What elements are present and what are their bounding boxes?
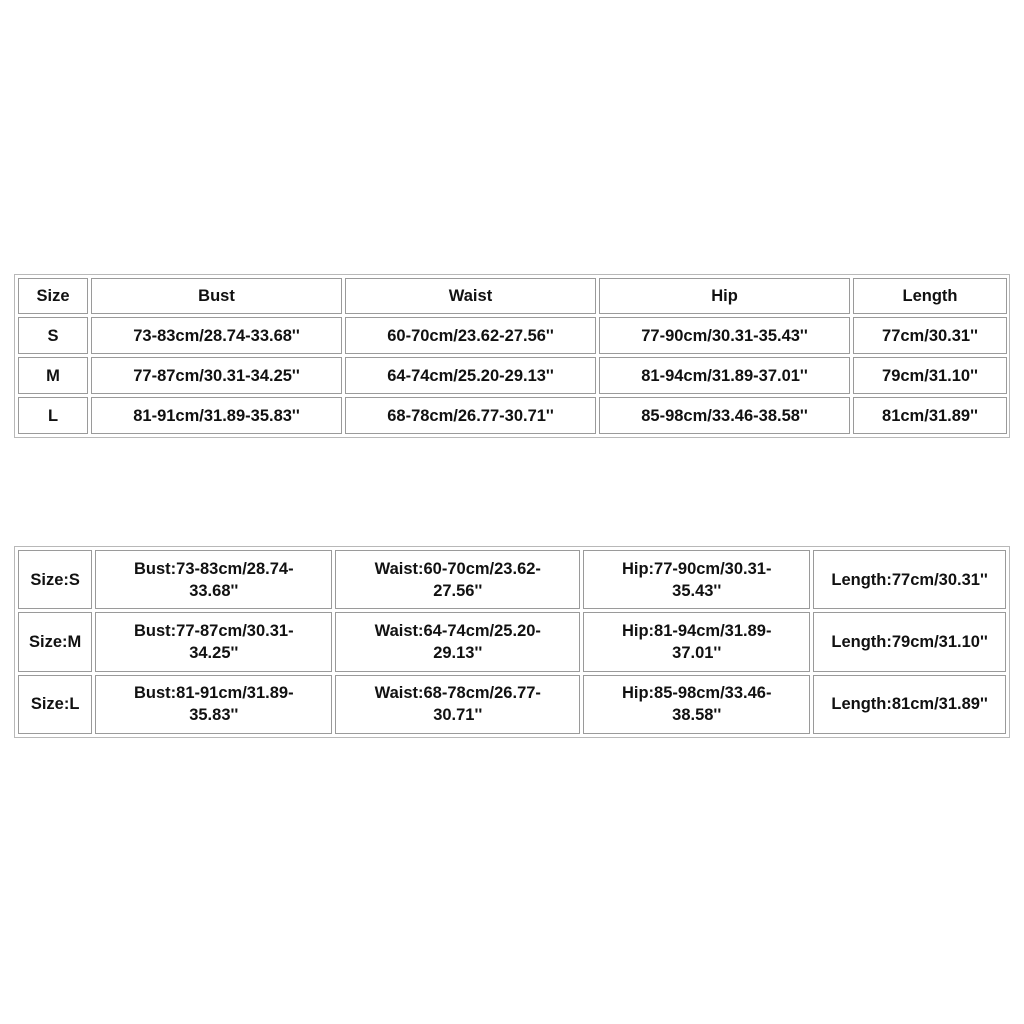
waist-cell: 68-78cm/26.77-30.71'' — [345, 397, 596, 434]
bust-text: Bust:77-87cm/30.31-34.25'' — [133, 621, 294, 662]
table-row — [18, 317, 1007, 354]
header-length: Length — [853, 278, 1007, 314]
waist-text: Waist:68-78cm/26.77-30.71'' — [374, 684, 541, 725]
header-size: Size — [18, 278, 88, 314]
bust-cell: 77-87cm/30.31-34.25'' — [91, 357, 342, 394]
bust-text: Bust:81-91cm/31.89-35.83'' — [133, 684, 294, 725]
hip-cell: 77-90cm/30.31-35.43'' — [599, 317, 850, 354]
hip-cell: 81-94cm/31.89-37.01'' — [599, 357, 850, 394]
length-cell: Length:79cm/31.10'' — [813, 612, 1006, 671]
table-row — [18, 612, 1006, 671]
size-cell: Size:S — [18, 550, 92, 609]
hip-text: Hip:81-94cm/31.89-37.01'' — [621, 621, 772, 662]
waist-text: Waist:60-70cm/23.62-27.56'' — [374, 559, 541, 600]
hip-cell: 85-98cm/33.46-38.58'' — [599, 397, 850, 434]
size-chart-labeled — [14, 546, 1010, 738]
header-bust: Bust — [91, 278, 342, 314]
waist-text: Waist:64-74cm/25.20-29.13'' — [374, 621, 541, 662]
bust-cell — [95, 675, 332, 734]
size-table-compact — [15, 275, 1010, 437]
size-cell: L — [18, 397, 88, 434]
table-row — [18, 397, 1007, 434]
waist-cell: 60-70cm/23.62-27.56'' — [345, 317, 596, 354]
length-cell: 81cm/31.89'' — [853, 397, 1007, 434]
table-row — [18, 550, 1006, 609]
size-cell: M — [18, 357, 88, 394]
table-header-row — [18, 278, 1007, 314]
size-table-labeled — [15, 547, 1009, 737]
header-hip: Hip — [599, 278, 850, 314]
bust-cell: 81-91cm/31.89-35.83'' — [91, 397, 342, 434]
length-cell: 79cm/31.10'' — [853, 357, 1007, 394]
bust-cell — [95, 550, 332, 609]
bust-text: Bust:73-83cm/28.74-33.68'' — [133, 559, 294, 600]
size-chart-compact — [14, 274, 1010, 438]
hip-cell — [583, 612, 810, 671]
header-waist: Waist — [345, 278, 596, 314]
table-row — [18, 675, 1006, 734]
length-cell: Length:77cm/30.31'' — [813, 550, 1006, 609]
size-cell: Size:M — [18, 612, 92, 671]
hip-cell — [583, 550, 810, 609]
hip-text: Hip:77-90cm/30.31-35.43'' — [621, 559, 772, 600]
hip-cell — [583, 675, 810, 734]
length-cell: Length:81cm/31.89'' — [813, 675, 1006, 734]
hip-text: Hip:85-98cm/33.46-38.58'' — [621, 684, 772, 725]
waist-cell — [335, 675, 580, 734]
length-cell: 77cm/30.31'' — [853, 317, 1007, 354]
waist-cell: 64-74cm/25.20-29.13'' — [345, 357, 596, 394]
size-cell: Size:L — [18, 675, 92, 734]
size-cell: S — [18, 317, 88, 354]
waist-cell — [335, 550, 580, 609]
table-row — [18, 357, 1007, 394]
bust-cell: 73-83cm/28.74-33.68'' — [91, 317, 342, 354]
waist-cell — [335, 612, 580, 671]
bust-cell — [95, 612, 332, 671]
